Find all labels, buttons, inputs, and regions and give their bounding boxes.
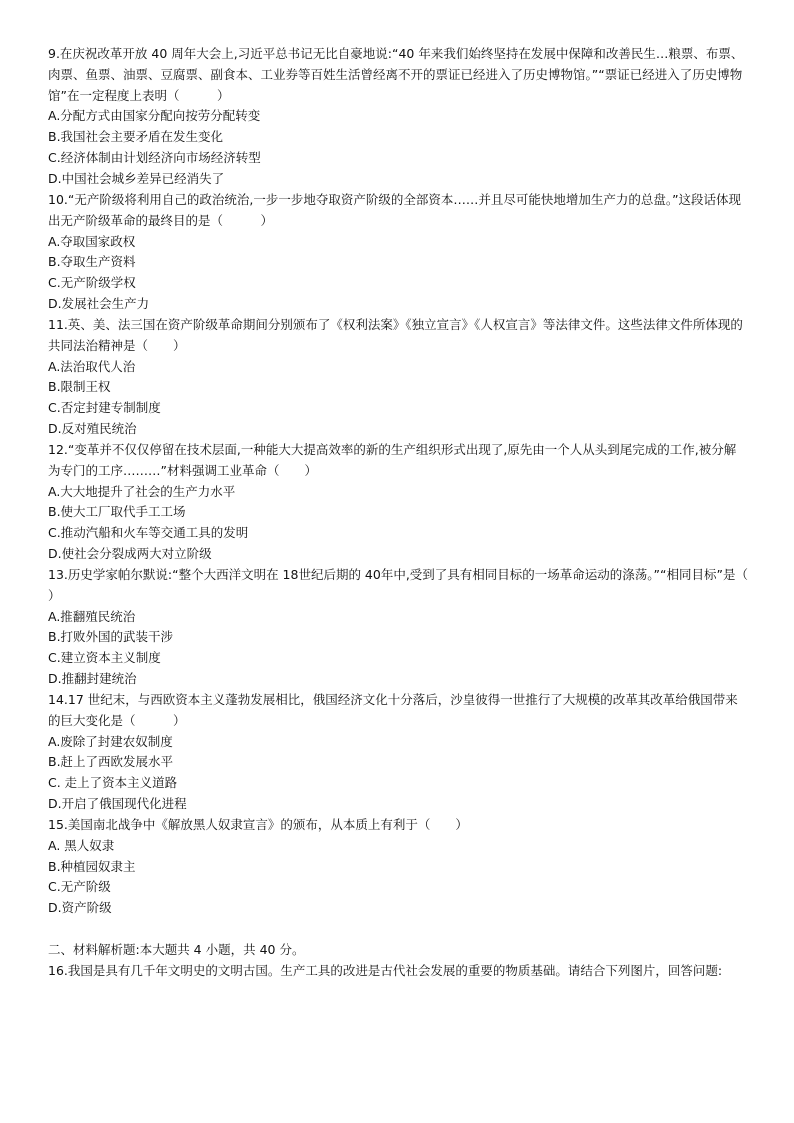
question-stem: 13.历史学家帕尔默说:“整个大西洋文明在 18世纪后期的 40年中,受到了具有相同目标的一场革命运动的涤荡。”“相同目标”是（ ） <box>48 567 786 603</box>
option-a: A.夺取国家政权 <box>48 233 136 249</box>
option-c: C.经济体制由计划经济向市场经济转型 <box>48 149 261 165</box>
option-b: B.赶上了西欧发展水平 <box>48 754 174 770</box>
question-12 <box>48 440 748 565</box>
question-11 <box>48 315 748 440</box>
option-a: A. 黑人奴隶 <box>48 837 115 853</box>
option-b: B.限制王权 <box>48 379 111 395</box>
option-b: B.使大工厂取代手工工场 <box>48 504 186 520</box>
question-9 <box>48 44 748 190</box>
question-stem: 11.英、美、法三国在资产阶级革命期间分别颁布了《权利法案》《独立宣言》《人权宣言》等法律文件。这些法律文件所体现的共同法治精神是（ ） <box>48 317 743 353</box>
option-d: D.推翻封建统治 <box>48 670 137 686</box>
option-b: B.打败外国的武装干涉 <box>48 629 174 645</box>
option-c: C.无产阶级学权 <box>48 275 136 291</box>
option-b: B.种植园奴隶主 <box>48 858 136 874</box>
option-d: D.使社会分裂成两大对立阶级 <box>48 545 212 561</box>
question-14 <box>48 690 748 815</box>
option-d: D.中国社会城乡差异已经消失了 <box>48 170 225 186</box>
option-c: C.无产阶级 <box>48 879 111 895</box>
option-b: B.我国社会主要矛盾在发生变化 <box>48 129 224 145</box>
option-c: C.否定封建专制制度 <box>48 400 161 416</box>
question-stem: 12.“变革并不仅仅停留在技术层面,一种能大大提高效率的新的生产组织形式出现了,原先由一个人从头到尾完成的工作,被分解为专门的工序………”材料强调工业革命（ ） <box>48 442 737 478</box>
question-13 <box>48 565 786 690</box>
section-2-heading: 二、材料解析题:本大题共 4 小题，共 40 分。 <box>48 942 305 957</box>
question-stem: 15.美国南北战争中《解放黑人奴隶宣言》的颁布，从本质上有利于（ ） <box>48 817 468 832</box>
question-10 <box>48 190 748 315</box>
option-d: D.开启了俄国现代化进程 <box>48 795 187 811</box>
option-b: B.夺取生产资料 <box>48 254 136 270</box>
option-a: A.法治取代人治 <box>48 358 136 374</box>
option-c: C.建立资本主义制度 <box>48 650 161 666</box>
question-15 <box>48 815 748 919</box>
option-a: A.大大地提升了社会的生产力水平 <box>48 483 236 499</box>
option-d: D.反对殖民统治 <box>48 420 137 436</box>
question-16: 16.我国是具有几千年文明史的文明古国。生产工具的改进是古代社会发展的重要的物质基础。请结合下列图片，回答问题: <box>48 963 723 978</box>
option-a: A.分配方式由国家分配向按劳分配转变 <box>48 108 261 124</box>
option-a: A.推翻殖民统治 <box>48 608 136 624</box>
option-c: C.推动汽船和火车等交通工具的发明 <box>48 525 249 541</box>
question-stem: 9.在庆祝改革开放 40 周年大会上,习近平总书记无比自豪地说:“40 年来我们始终坚持在发展中保障和改善民生…粮票、布票、肉票、鱼票、油票、豆腐票、副食本、工业券等百姓生活曾经离不开的票证已经进入了历史博物馆。”“票证已经进入了历史博物馆”在一定程度上表明（ ） <box>48 46 744 103</box>
option-a: A.废除了封建农奴制度 <box>48 733 173 749</box>
question-stem: 10.“无产阶级将利用自己的政治统治,一步一步地夺取资产阶级的全部资本……并且尽可能快地增加生产力的总盘。”这段话体现出无产阶级革命的最终目的是（ ） <box>48 192 742 228</box>
question-stem: 14.17 世纪末，与西欧资本主义蓬勃发展相比，俄国经济文化十分落后，沙皇彼得一世推行了大规模的改革其改革给俄国带来的巨大变化是（ ） <box>48 692 738 728</box>
option-c: C. 走上了资本主义道路 <box>48 775 178 791</box>
option-d: D.资产阶级 <box>48 900 112 916</box>
option-d: D.发展社会生产力 <box>48 295 150 311</box>
